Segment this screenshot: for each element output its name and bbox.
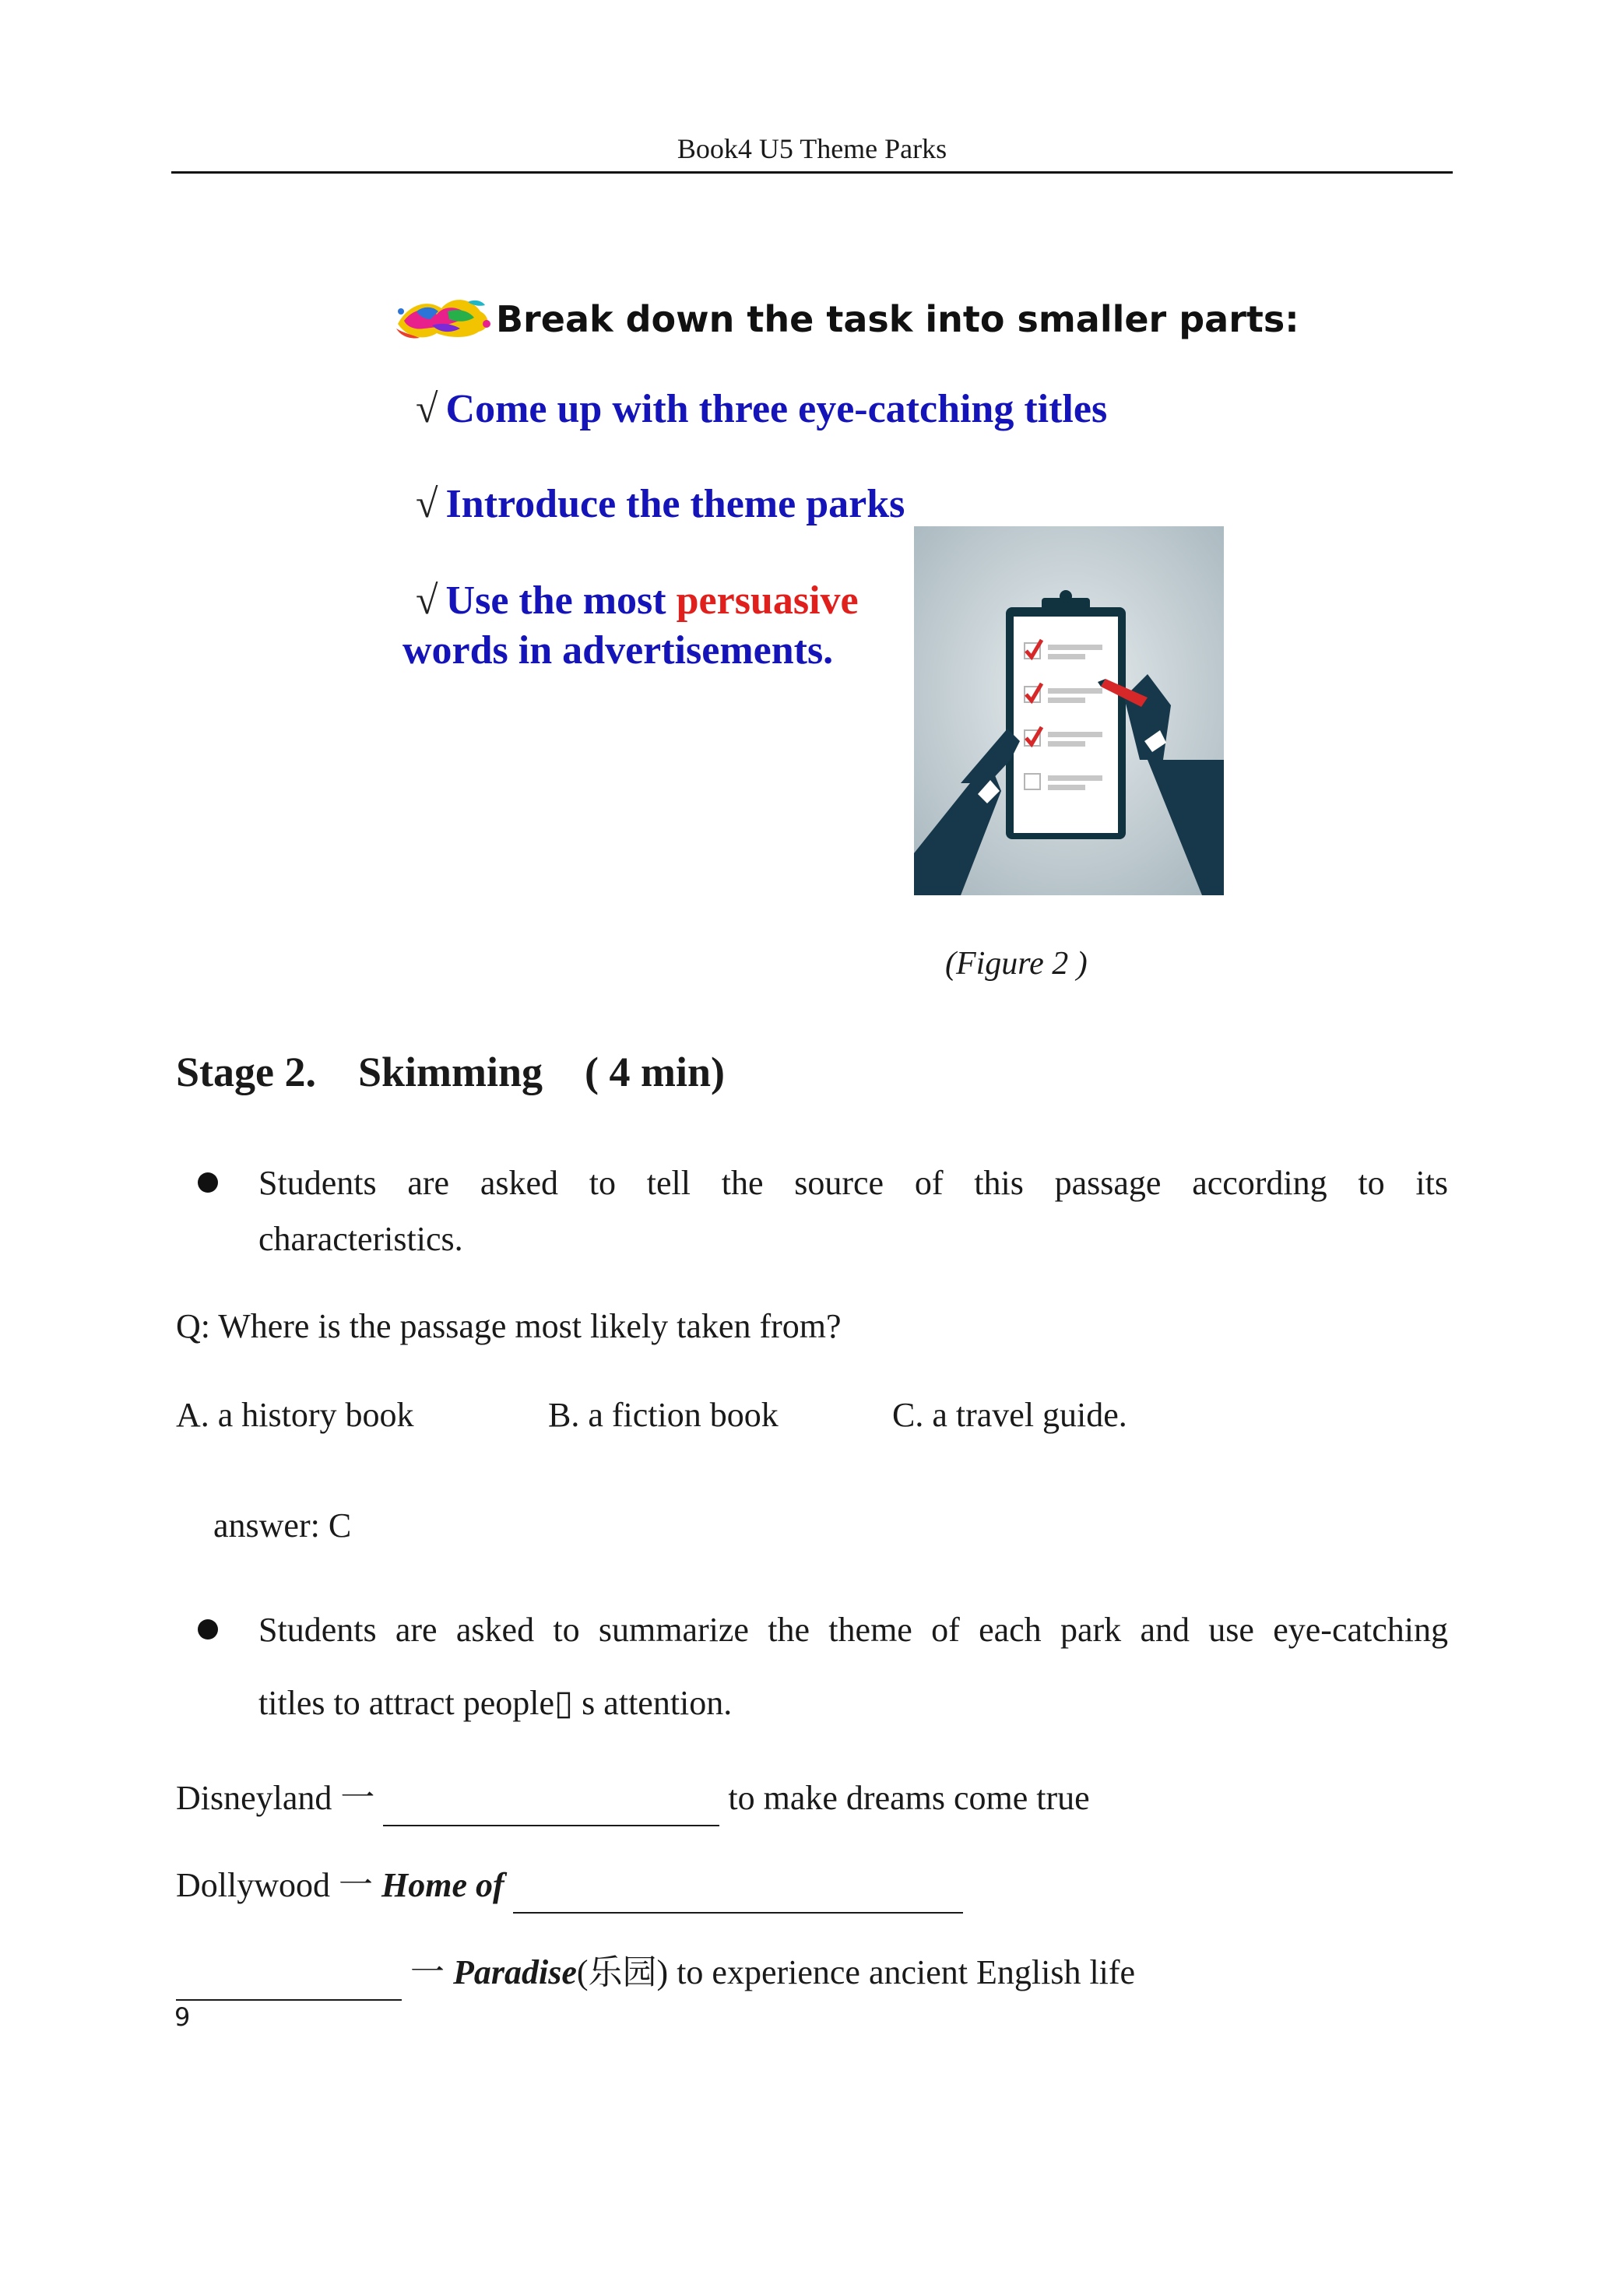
bullet-icon bbox=[198, 1619, 218, 1640]
task-item-titles bbox=[416, 386, 1107, 432]
question-text: Q: Where is the passage most likely taken from? bbox=[176, 1307, 842, 1345]
task-item-persuasive-line2: words in advertisements. bbox=[402, 628, 834, 673]
bullet-icon bbox=[198, 1172, 218, 1193]
bullet2-line2: titles to attract people▯ s attention. bbox=[258, 1684, 733, 1722]
fill-in-disneyland bbox=[176, 1770, 1090, 1826]
park-name: Disneyland bbox=[176, 1779, 332, 1817]
answer-text: answer: C bbox=[213, 1506, 352, 1545]
check-mark-icon: √ bbox=[416, 387, 438, 431]
highlighted-word: persuasive bbox=[676, 578, 859, 623]
dash-symbol: 一 bbox=[410, 1953, 445, 1991]
check-mark-icon: √ bbox=[416, 482, 438, 526]
blank-line[interactable] bbox=[513, 1876, 963, 1914]
check-mark-icon: √ bbox=[416, 578, 438, 623]
park-name: Dollywood bbox=[176, 1866, 330, 1904]
bullet1-line2: characteristics. bbox=[258, 1220, 463, 1258]
task-item-text: Introduce the theme parks bbox=[445, 482, 905, 526]
fill-suffix: to make dreams come true bbox=[728, 1779, 1090, 1817]
paint-splash-icon bbox=[393, 288, 493, 350]
task-item-persuasive bbox=[416, 578, 859, 624]
fill-in-paradise bbox=[176, 1945, 1135, 2001]
task-item-text: Use the most bbox=[445, 578, 677, 623]
blank-line[interactable] bbox=[383, 1789, 719, 1826]
dash-symbol: 一 bbox=[340, 1779, 375, 1817]
stage-heading: Stage 2. Skimming ( 4 min) bbox=[176, 1049, 726, 1095]
task-heading bbox=[393, 288, 1299, 350]
option-b: B. a fiction book bbox=[548, 1396, 779, 1434]
fill-in-dollywood bbox=[176, 1857, 963, 1914]
task-item-text: Come up with three eye-catching titles bbox=[445, 387, 1108, 431]
option-c: C. a travel guide. bbox=[892, 1396, 1127, 1434]
bold-phrase: Paradise bbox=[453, 1953, 577, 1991]
blank-line[interactable] bbox=[176, 1963, 402, 2001]
page-number: 9 bbox=[174, 2002, 191, 2032]
dash-symbol: 一 bbox=[339, 1866, 373, 1904]
task-item-introduce bbox=[416, 481, 905, 527]
bullet1-line1: Students are asked to tell the source of this passage according to its bbox=[258, 1164, 1448, 1202]
bullet2-line1: Students are asked to summarize the theme of each park and use eye-catching bbox=[258, 1611, 1448, 1649]
header-rule bbox=[171, 171, 1453, 174]
bold-phrase: Home of bbox=[381, 1866, 504, 1904]
fill-suffix: to experience ancient English life bbox=[668, 1953, 1136, 1991]
running-header: Book4 U5 Theme Parks bbox=[677, 133, 947, 164]
figure-caption: (Figure 2 ) bbox=[945, 946, 1088, 982]
chinese-gloss: (乐园) bbox=[576, 1953, 669, 1991]
option-a: A. a history book bbox=[176, 1396, 414, 1434]
task-heading-text: Break down the task into smaller parts: bbox=[496, 298, 1299, 340]
checklist-clipboard-illustration bbox=[914, 526, 1224, 895]
